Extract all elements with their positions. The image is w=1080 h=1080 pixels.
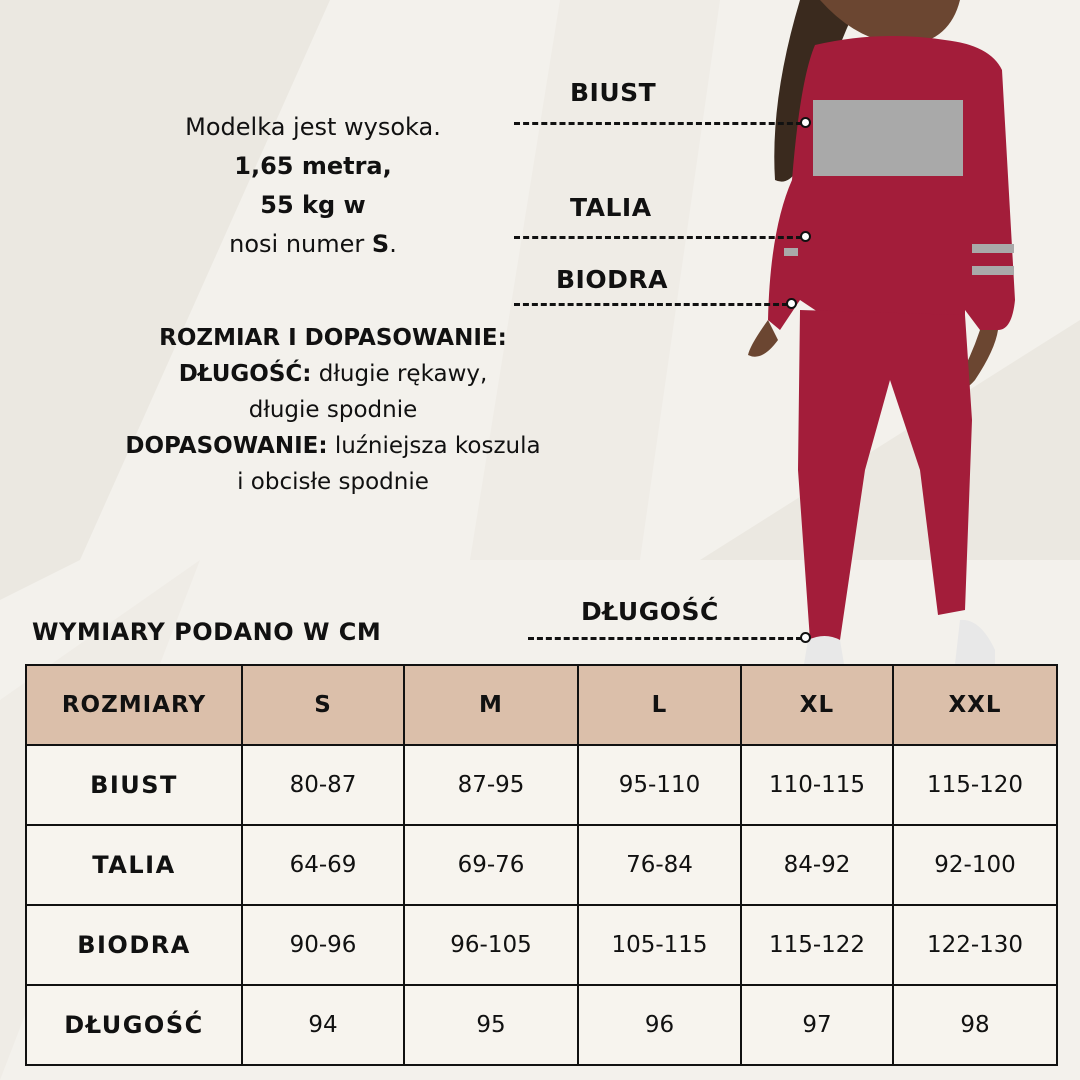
header-sizes: ROZMIARY bbox=[26, 665, 242, 745]
table-title: WYMIARY PODANO W CM bbox=[32, 618, 382, 646]
guide-dot-waist bbox=[800, 231, 811, 242]
table-row bbox=[26, 825, 1057, 905]
table-row bbox=[26, 905, 1057, 985]
header-size-xxl: XXL bbox=[893, 665, 1057, 745]
table-header-row bbox=[26, 665, 1057, 745]
model-height: 1,65 metra, bbox=[234, 152, 392, 180]
table-cell: 94 bbox=[242, 985, 404, 1065]
model-size-prefix: nosi numer bbox=[229, 230, 372, 258]
table-cell: 115-122 bbox=[741, 905, 893, 985]
row-label-waist: TALIA bbox=[26, 825, 242, 905]
guide-label-waist: TALIA bbox=[570, 193, 652, 222]
header-size-xl: XL bbox=[741, 665, 893, 745]
model-size-suffix: . bbox=[389, 230, 397, 258]
table-row bbox=[26, 985, 1057, 1065]
table-cell: 96 bbox=[578, 985, 741, 1065]
table-cell: 95-110 bbox=[578, 745, 741, 825]
guide-dot-bust bbox=[800, 117, 811, 128]
header-size-m: M bbox=[404, 665, 578, 745]
length-value: długie rękawy, bbox=[311, 361, 488, 387]
header-size-l: L bbox=[578, 665, 741, 745]
table-cell: 115-120 bbox=[893, 745, 1057, 825]
size-chart-table bbox=[25, 664, 1058, 1066]
length-label: DŁUGOŚĆ: bbox=[178, 361, 312, 387]
table-cell: 98 bbox=[893, 985, 1057, 1065]
table-cell: 84-92 bbox=[741, 825, 893, 905]
guide-line-length bbox=[528, 637, 802, 640]
table-cell: 69-76 bbox=[404, 825, 578, 905]
header-size-s: S bbox=[242, 665, 404, 745]
guide-label-bust: BIUST bbox=[570, 78, 657, 107]
table-cell: 92-100 bbox=[893, 825, 1057, 905]
guide-line-bust bbox=[514, 122, 802, 125]
fit-label: DOPASOWANIE: bbox=[125, 433, 328, 459]
model-size-line bbox=[130, 225, 496, 264]
fit-info bbox=[70, 320, 596, 500]
table-row bbox=[26, 745, 1057, 825]
table-cell: 95 bbox=[404, 985, 578, 1065]
row-label-bust: BIUST bbox=[26, 745, 242, 825]
table-cell: 122-130 bbox=[893, 905, 1057, 985]
model-height-intro: Modelka jest wysoka. bbox=[185, 113, 441, 141]
fit-value: luźniejsza koszula bbox=[327, 433, 541, 459]
row-label-hips: BIODRA bbox=[26, 905, 242, 985]
guide-dot-length bbox=[800, 632, 811, 643]
table-cell: 96-105 bbox=[404, 905, 578, 985]
table-cell: 64-69 bbox=[242, 825, 404, 905]
length-line bbox=[70, 356, 596, 392]
fit-line bbox=[70, 428, 596, 464]
model-figure-image bbox=[740, 0, 1040, 664]
length-value-2: długie spodnie bbox=[248, 397, 418, 423]
guide-label-length: DŁUGOŚĆ bbox=[581, 597, 719, 626]
guide-line-waist bbox=[514, 236, 802, 239]
table-cell: 97 bbox=[741, 985, 893, 1065]
guide-label-hips: BIODRA bbox=[556, 265, 668, 294]
table-cell: 110-115 bbox=[741, 745, 893, 825]
fit-heading: ROZMIAR I DOPASOWANIE: bbox=[159, 325, 507, 351]
row-label-length: DŁUGOŚĆ bbox=[26, 985, 242, 1065]
model-info bbox=[130, 108, 496, 264]
guide-dot-hips bbox=[786, 298, 797, 309]
fit-value-2: i obcisłe spodnie bbox=[237, 469, 429, 495]
table-cell: 87-95 bbox=[404, 745, 578, 825]
model-weight: 55 kg w bbox=[260, 191, 366, 219]
model-size: S bbox=[371, 230, 390, 258]
table-cell: 105-115 bbox=[578, 905, 741, 985]
table-cell: 90-96 bbox=[242, 905, 404, 985]
table-cell: 80-87 bbox=[242, 745, 404, 825]
guide-line-hips bbox=[514, 303, 788, 306]
table-cell: 76-84 bbox=[578, 825, 741, 905]
